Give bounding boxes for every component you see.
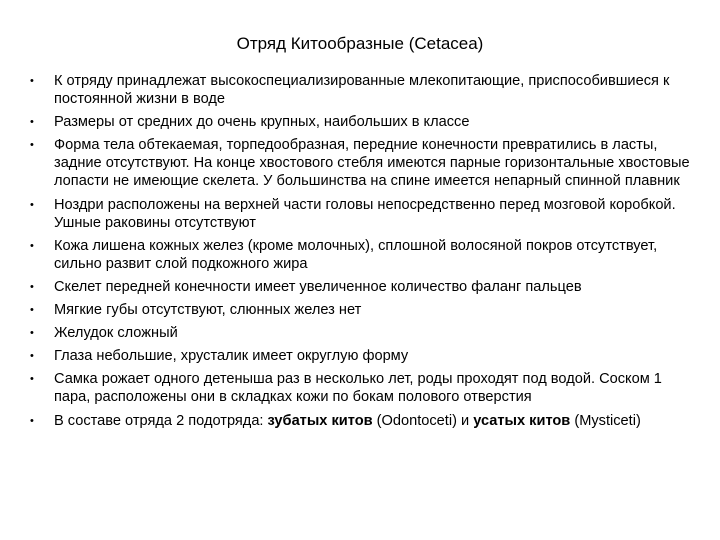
bullet-marker: • [30,139,34,152]
list-item [24,196,696,232]
bullet-marker: • [30,75,34,87]
list-item [24,301,696,319]
list-item [24,347,696,365]
bullet-marker: • [30,280,34,293]
list-item [24,72,696,108]
list-item [24,136,696,190]
suborder-toothed-whales: зубатых китов [267,412,373,429]
list-item-text: Ноздри расположены на верхней части головы непосредственно перед мозговой коробкой. Ушные раковины отсутствуют [54,196,676,231]
list-item-text: Желудок сложный [54,325,178,342]
list-item-text: Размеры от средних до очень крупных, наибольших в классе [54,114,470,131]
list-item-text [54,413,641,429]
list-item-text: Скелет передней конечности имеет увеличенное количество фаланг пальцев [54,278,582,295]
bullet-marker: • [30,350,34,363]
suborders-prefix: В составе отряда 2 подотряда: [54,412,268,429]
bullet-marker: • [30,239,34,252]
list-item [24,324,696,342]
list-item-text: Мягкие губы отсутствуют, слюнных желез нет [54,302,362,319]
bullet-marker: • [30,116,34,129]
suborder-baleen-whales: усатых китов [473,412,571,429]
bullet-list [24,72,696,435]
list-item-text: Кожа лишена кожных желез (кроме молочных), сплошной волосяной покров отсутствует, сильно развит слой подкожного жира [54,237,658,272]
bullet-marker: • [30,373,34,386]
list-item [24,237,696,273]
bullet-marker: • [30,304,34,317]
suborders-suffix: (Mysticeti) [570,412,641,429]
list-item-suborders [24,412,696,430]
list-item [24,370,696,406]
bullet-marker: • [30,414,34,427]
list-item [24,278,696,296]
list-item-text: К отряду принадлежат высокоспециализированные млекопитающие, приспособившиеся к постоянной жизни в воде [54,73,670,108]
list-item-text: Форма тела обтекаемая, торпедообразная, передние конечности превратились в ласты, задние отсутствуют. На конце хвостового стебля имеются парные горизонтальные хвостовые лопасти не имеющие скелета. У большинства на спине имеется непарный спинной плавник [54,137,690,190]
list-item-text: Глаза небольшие, хрусталик имеет округлую форму [54,348,409,365]
bullet-marker: • [30,327,34,340]
list-item [24,113,696,131]
suborders-mid: (Odontoceti) и [372,412,474,429]
slide-title: Отряд Китообразные (Cetacea) [236,34,484,53]
bullet-marker: • [30,198,34,211]
list-item-text: Самка рожает одного детеныша раз в несколько лет, роды проходят под водой. Соском 1 пара, расположены они в складках кожи по бокам полового отверстия [54,371,662,406]
